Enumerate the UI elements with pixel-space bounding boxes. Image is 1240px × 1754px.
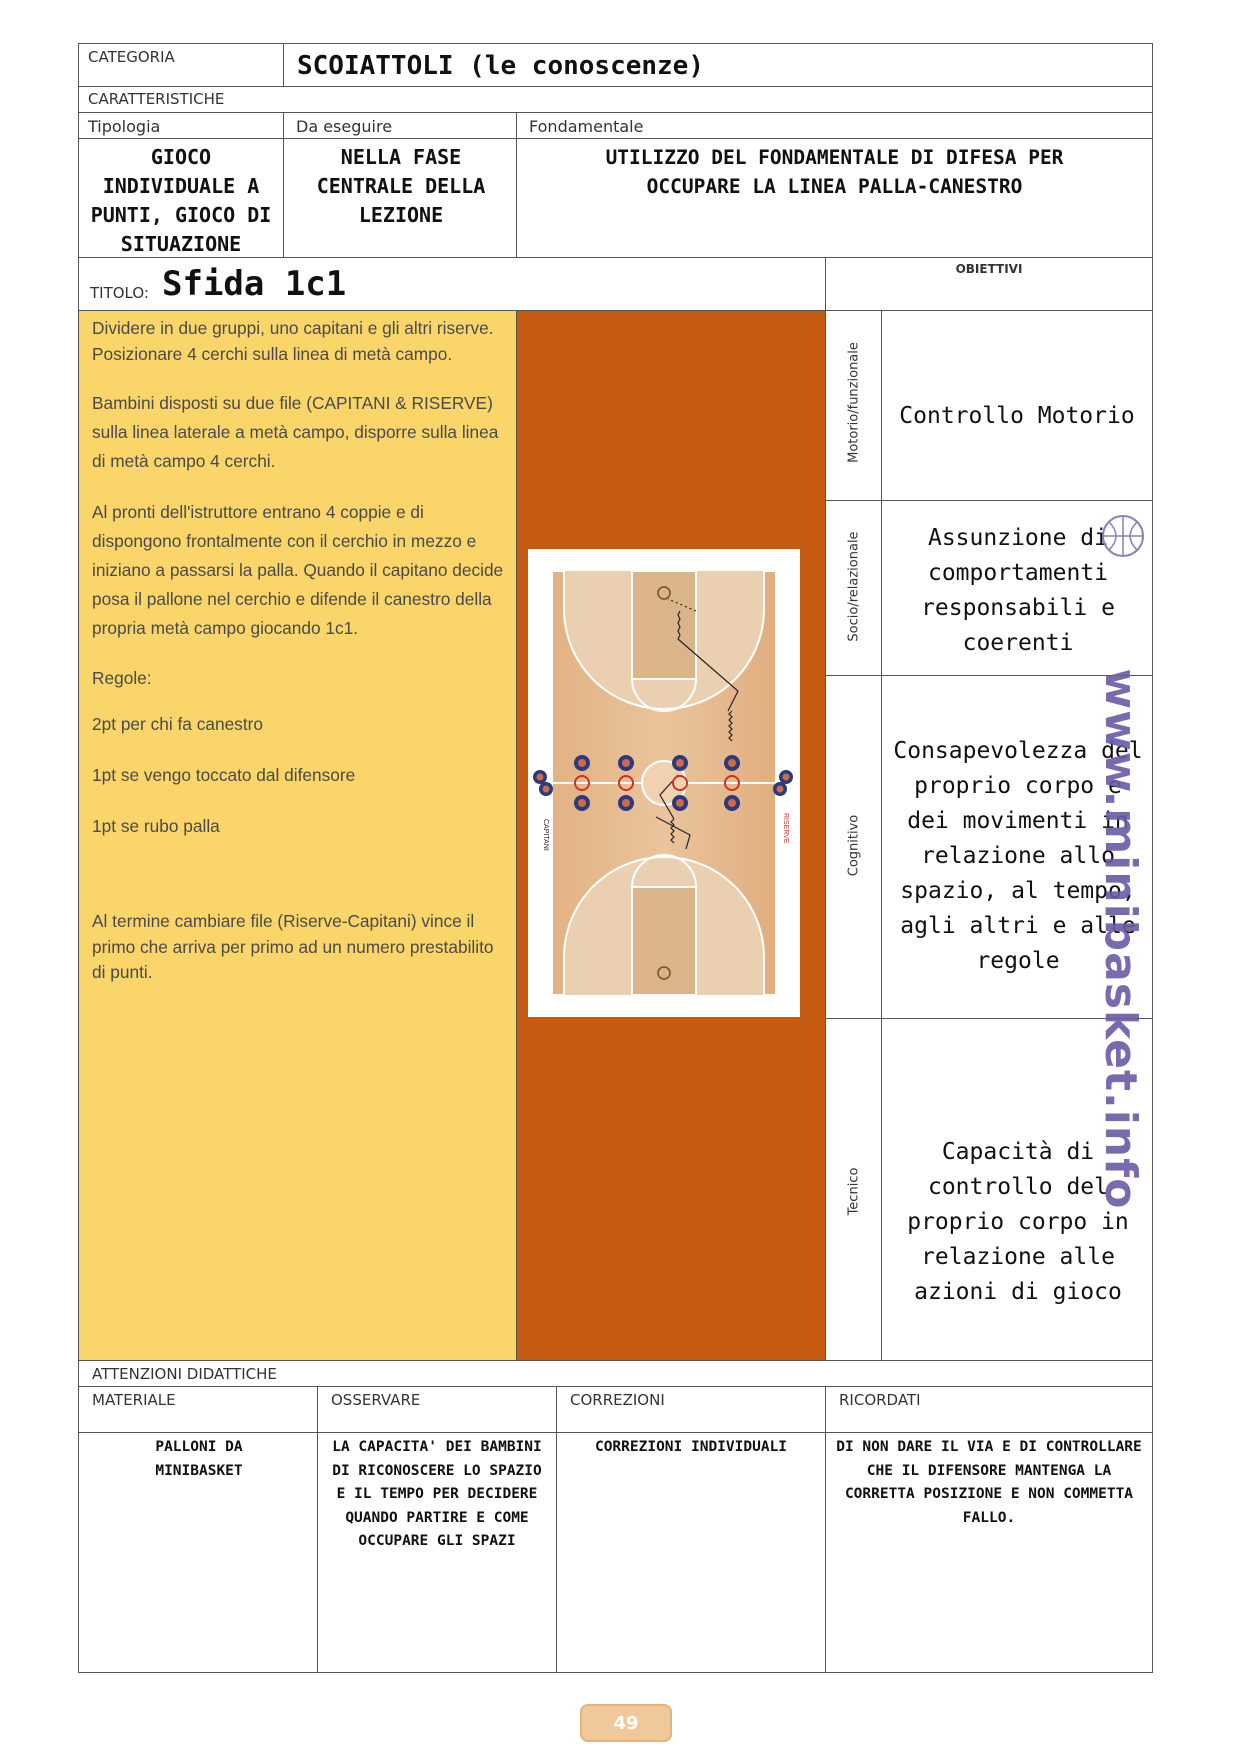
desc-paragraph: 1pt se vengo toccato dal difensore — [92, 765, 356, 785]
attenzioni-col-value — [825, 1432, 1153, 1673]
categoria-value-cell — [283, 43, 1153, 87]
objective-text-cell — [881, 310, 1153, 501]
objective-text: Controllo Motorio — [899, 403, 1135, 429]
categoria-label: CATEGORIA — [88, 48, 175, 66]
objective-category-cell — [825, 310, 882, 501]
objective-category-cell — [825, 675, 882, 1019]
riserve-label: RISERVE — [782, 813, 789, 844]
tipologia-label-cell — [78, 112, 284, 139]
desc-paragraph: Al pronti dell'istruttore entrano 4 coppie e di dispongono frontalmente con il cerchio in mezzo e iniziano a passarsi la palla. Quando il capitano decide posa il pallone nel cerchio e difende il canestro della propria metà campo giocando 1c1. — [92, 502, 504, 638]
attenzioni-col-value — [317, 1432, 557, 1673]
attenzioni-col-header — [78, 1386, 318, 1433]
materiale-label: MATERIALE — [92, 1391, 176, 1409]
attenzioni-col-header — [317, 1386, 557, 1433]
page-number: 49 — [613, 1713, 639, 1734]
objective-category: Socio/relazionale — [846, 531, 862, 642]
desc-paragraph: Regole: — [92, 668, 152, 688]
categoria-label-cell — [78, 43, 284, 87]
tipologia-label: Tipologia — [88, 117, 161, 136]
desc-paragraph: 1pt se rubo palla — [92, 816, 220, 836]
attenzioni-col-header — [556, 1386, 826, 1433]
diagram-cell — [516, 310, 826, 1361]
caratteristiche-cell — [78, 86, 1153, 113]
tipologia-value-cell — [78, 138, 284, 258]
objective-category: Motorio/funzionale — [846, 342, 862, 463]
da-eseguire-value: NELLA FASE CENTRALE DELLA LEZIONE — [316, 145, 486, 227]
correzioni-value: CORREZIONI INDIVIDUALI — [594, 1439, 788, 1455]
fondamentale-value: UTILIZZO DEL FONDAMENTALE DI DIFESA PER OCCUPARE LA LINEA PALLA-CANESTRO — [605, 146, 1064, 198]
da-eseguire-label: Da eseguire — [296, 117, 393, 136]
ricordati-label: RICORDATI — [839, 1391, 921, 1409]
titolo-label: TITOLO: — [90, 284, 149, 302]
fondamentale-label-cell — [516, 112, 1153, 139]
objective-text: Capacità di controllo del proprio corpo in relazione alle azioni di gioco — [907, 1139, 1129, 1305]
attenzioni-col-value — [556, 1432, 826, 1673]
attenzioni-label: ATTENZIONI DIDATTICHE — [92, 1365, 277, 1383]
titolo-value: Sfida 1c1 — [162, 264, 347, 304]
objective-text: Assunzione di comportamenti responsabili e coerenti — [921, 525, 1115, 656]
tipologia-value: GIOCO INDIVIDUALE A PUNTI, GIOCO DI SITUAZIONE — [90, 145, 272, 256]
desc-paragraph: Bambini disposti su due file (CAPITANI & RISERVE) sulla linea laterale a metà campo, disporre sulla linea di metà campo 4 cerchi. — [92, 393, 499, 471]
categoria-value: SCOIATTOLI (le conoscenze) — [297, 51, 704, 81]
osservare-label: OSSERVARE — [331, 1391, 421, 1409]
objective-category: Cognitivo — [846, 814, 862, 877]
description-text — [92, 315, 508, 1008]
objective-category-cell — [825, 500, 882, 676]
objective-category-cell — [825, 1018, 882, 1361]
caratteristiche-label: CARATTERISTICHE — [88, 90, 225, 108]
watermark-logo: www.minibasket.info — [1095, 668, 1146, 1210]
materiale-value: PALLONI DA MINIBASKET — [155, 1439, 243, 1479]
desc-paragraph: 2pt per chi fa canestro — [92, 714, 263, 734]
basketball-icon — [1100, 513, 1146, 559]
desc-paragraph: Dividere in due gruppi, uno capitani e gli altri riserve. Posizionare 4 cerchi sulla linea di metà campo. — [92, 318, 494, 364]
da-eseguire-label-cell — [283, 112, 517, 139]
court-diagram — [528, 549, 800, 1017]
fondamentale-value-cell — [516, 138, 1153, 258]
osservare-value: LA CAPACITA' DEI BAMBINI DI RICONOSCERE LO SPAZIO E IL TEMPO PER DECIDERE QUANDO PARTIRE E COME OCCUPARE GLI SPAZI — [332, 1439, 542, 1549]
page-number-badge — [580, 1704, 672, 1742]
attenzioni-cell — [78, 1360, 1153, 1387]
attenzioni-col-header — [825, 1386, 1153, 1433]
objective-category: Tecnico — [846, 1167, 862, 1216]
description-cell — [78, 310, 517, 1361]
attenzioni-col-value — [78, 1432, 318, 1673]
fondamentale-label: Fondamentale — [529, 117, 644, 136]
objective-text: Consapevolezza del proprio corpo e dei movimenti in relazione allo spazio, al tempo, agli altri e alle regole — [893, 738, 1143, 974]
correzioni-label: CORREZIONI — [570, 1391, 665, 1409]
capitani-label: CAPITANI — [542, 819, 549, 851]
desc-paragraph: Al termine cambiare file (Riserve-Capitani) vince il primo che arriva per primo ad un numero prestabilito di punti. — [92, 911, 494, 982]
da-eseguire-value-cell — [283, 138, 517, 258]
obiettivi-label: OBIETTIVI — [955, 262, 1023, 276]
ricordati-value: DI NON DARE IL VIA E DI CONTROLLARE CHE IL DIFENSORE MANTENGA LA CORRETTA POSIZIONE E NON COMMETTA FALLO. — [836, 1439, 1142, 1526]
titolo-cell — [78, 257, 826, 311]
obiettivi-header-cell — [825, 257, 1153, 311]
